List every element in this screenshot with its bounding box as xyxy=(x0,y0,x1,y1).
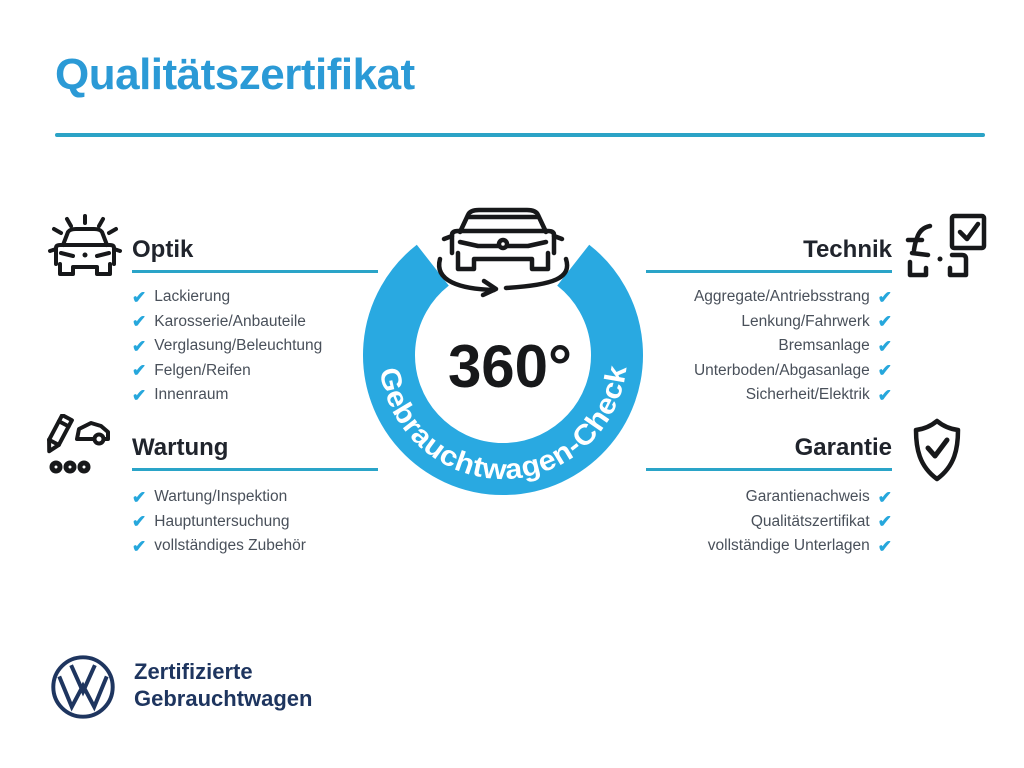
check-icon: ✔ xyxy=(132,512,147,532)
check-icon: ✔ xyxy=(132,287,147,307)
car-checkbox-icon xyxy=(900,212,990,288)
list-item: vollständige Unterlagen ✔ xyxy=(707,536,892,556)
list-item: ✔ vollständiges Zubehör xyxy=(132,536,306,556)
check-icon: ✔ xyxy=(877,312,892,332)
list-item: ✔ Verglasung/Beleuchtung xyxy=(132,336,323,356)
pencil-car-dots-icon xyxy=(44,414,114,478)
check-icon: ✔ xyxy=(877,336,892,356)
check-icon: ✔ xyxy=(877,512,892,532)
optik-checklist xyxy=(132,285,322,408)
degree-label: 360° xyxy=(447,333,573,400)
check-icon: ✔ xyxy=(132,487,147,507)
check-icon: ✔ xyxy=(132,361,147,381)
wartung-checklist xyxy=(132,485,306,559)
brand-claim-line2: Gebrauchtwagen xyxy=(134,686,313,711)
list-item: ✔ Innenraum xyxy=(132,385,229,405)
check-icon: ✔ xyxy=(877,487,892,507)
check-icon: ✔ xyxy=(877,536,892,556)
section-title-garantie: Garantie xyxy=(794,434,892,461)
check-icon: ✔ xyxy=(132,336,147,356)
brand-claim-line1: Zertifizierte xyxy=(134,659,253,684)
section-rule-garantie xyxy=(646,468,892,471)
list-item: Aggregate/Antriebsstrang ✔ xyxy=(693,287,892,307)
section-rule-optik xyxy=(132,270,378,273)
section-rule-technik xyxy=(646,270,892,273)
ring-graphic xyxy=(358,186,650,508)
check-icon: ✔ xyxy=(877,385,892,405)
ring-label: Gebrauchtwagen-Check xyxy=(372,364,634,487)
list-item: ✔ Lackierung xyxy=(132,287,231,307)
section-rule-wartung xyxy=(132,468,378,471)
vw-logo xyxy=(50,654,116,725)
list-item: ✔ Felgen/Reifen xyxy=(132,361,251,381)
check-icon: ✔ xyxy=(877,287,892,307)
section-title-optik: Optik xyxy=(132,236,194,263)
page-title: Qualitätszertifikat xyxy=(55,50,415,99)
list-item: Garantienachweis ✔ xyxy=(745,487,892,507)
check-icon: ✔ xyxy=(877,361,892,381)
check-icon: ✔ xyxy=(132,312,147,332)
header-divider xyxy=(55,133,985,137)
list-item: ✔ Wartung/Inspektion xyxy=(132,487,288,507)
garantie-checklist xyxy=(708,485,892,559)
car-front-shine-icon xyxy=(46,212,124,288)
section-title-technik: Technik xyxy=(803,236,892,263)
check-icon: ✔ xyxy=(132,536,147,556)
check-icon: ✔ xyxy=(132,385,147,405)
list-item: Bremsanlage ✔ xyxy=(778,336,892,356)
list-item: Qualitätszertifikat ✔ xyxy=(750,512,892,532)
technik-checklist xyxy=(694,285,892,408)
list-item: Unterboden/Abgasanlage ✔ xyxy=(693,361,892,381)
section-title-wartung: Wartung xyxy=(132,434,229,461)
list-item: ✔ Hauptuntersuchung xyxy=(132,512,290,532)
list-item: Lenkung/Fahrwerk ✔ xyxy=(741,312,892,332)
list-item: Sicherheit/Elektrik ✔ xyxy=(745,385,892,405)
brand-claim xyxy=(134,658,312,712)
shield-check-icon xyxy=(912,418,962,482)
list-item: ✔ Karosserie/Anbauteile xyxy=(132,312,306,332)
360-check-badge xyxy=(358,186,650,513)
car-rotation-icon xyxy=(439,210,567,295)
